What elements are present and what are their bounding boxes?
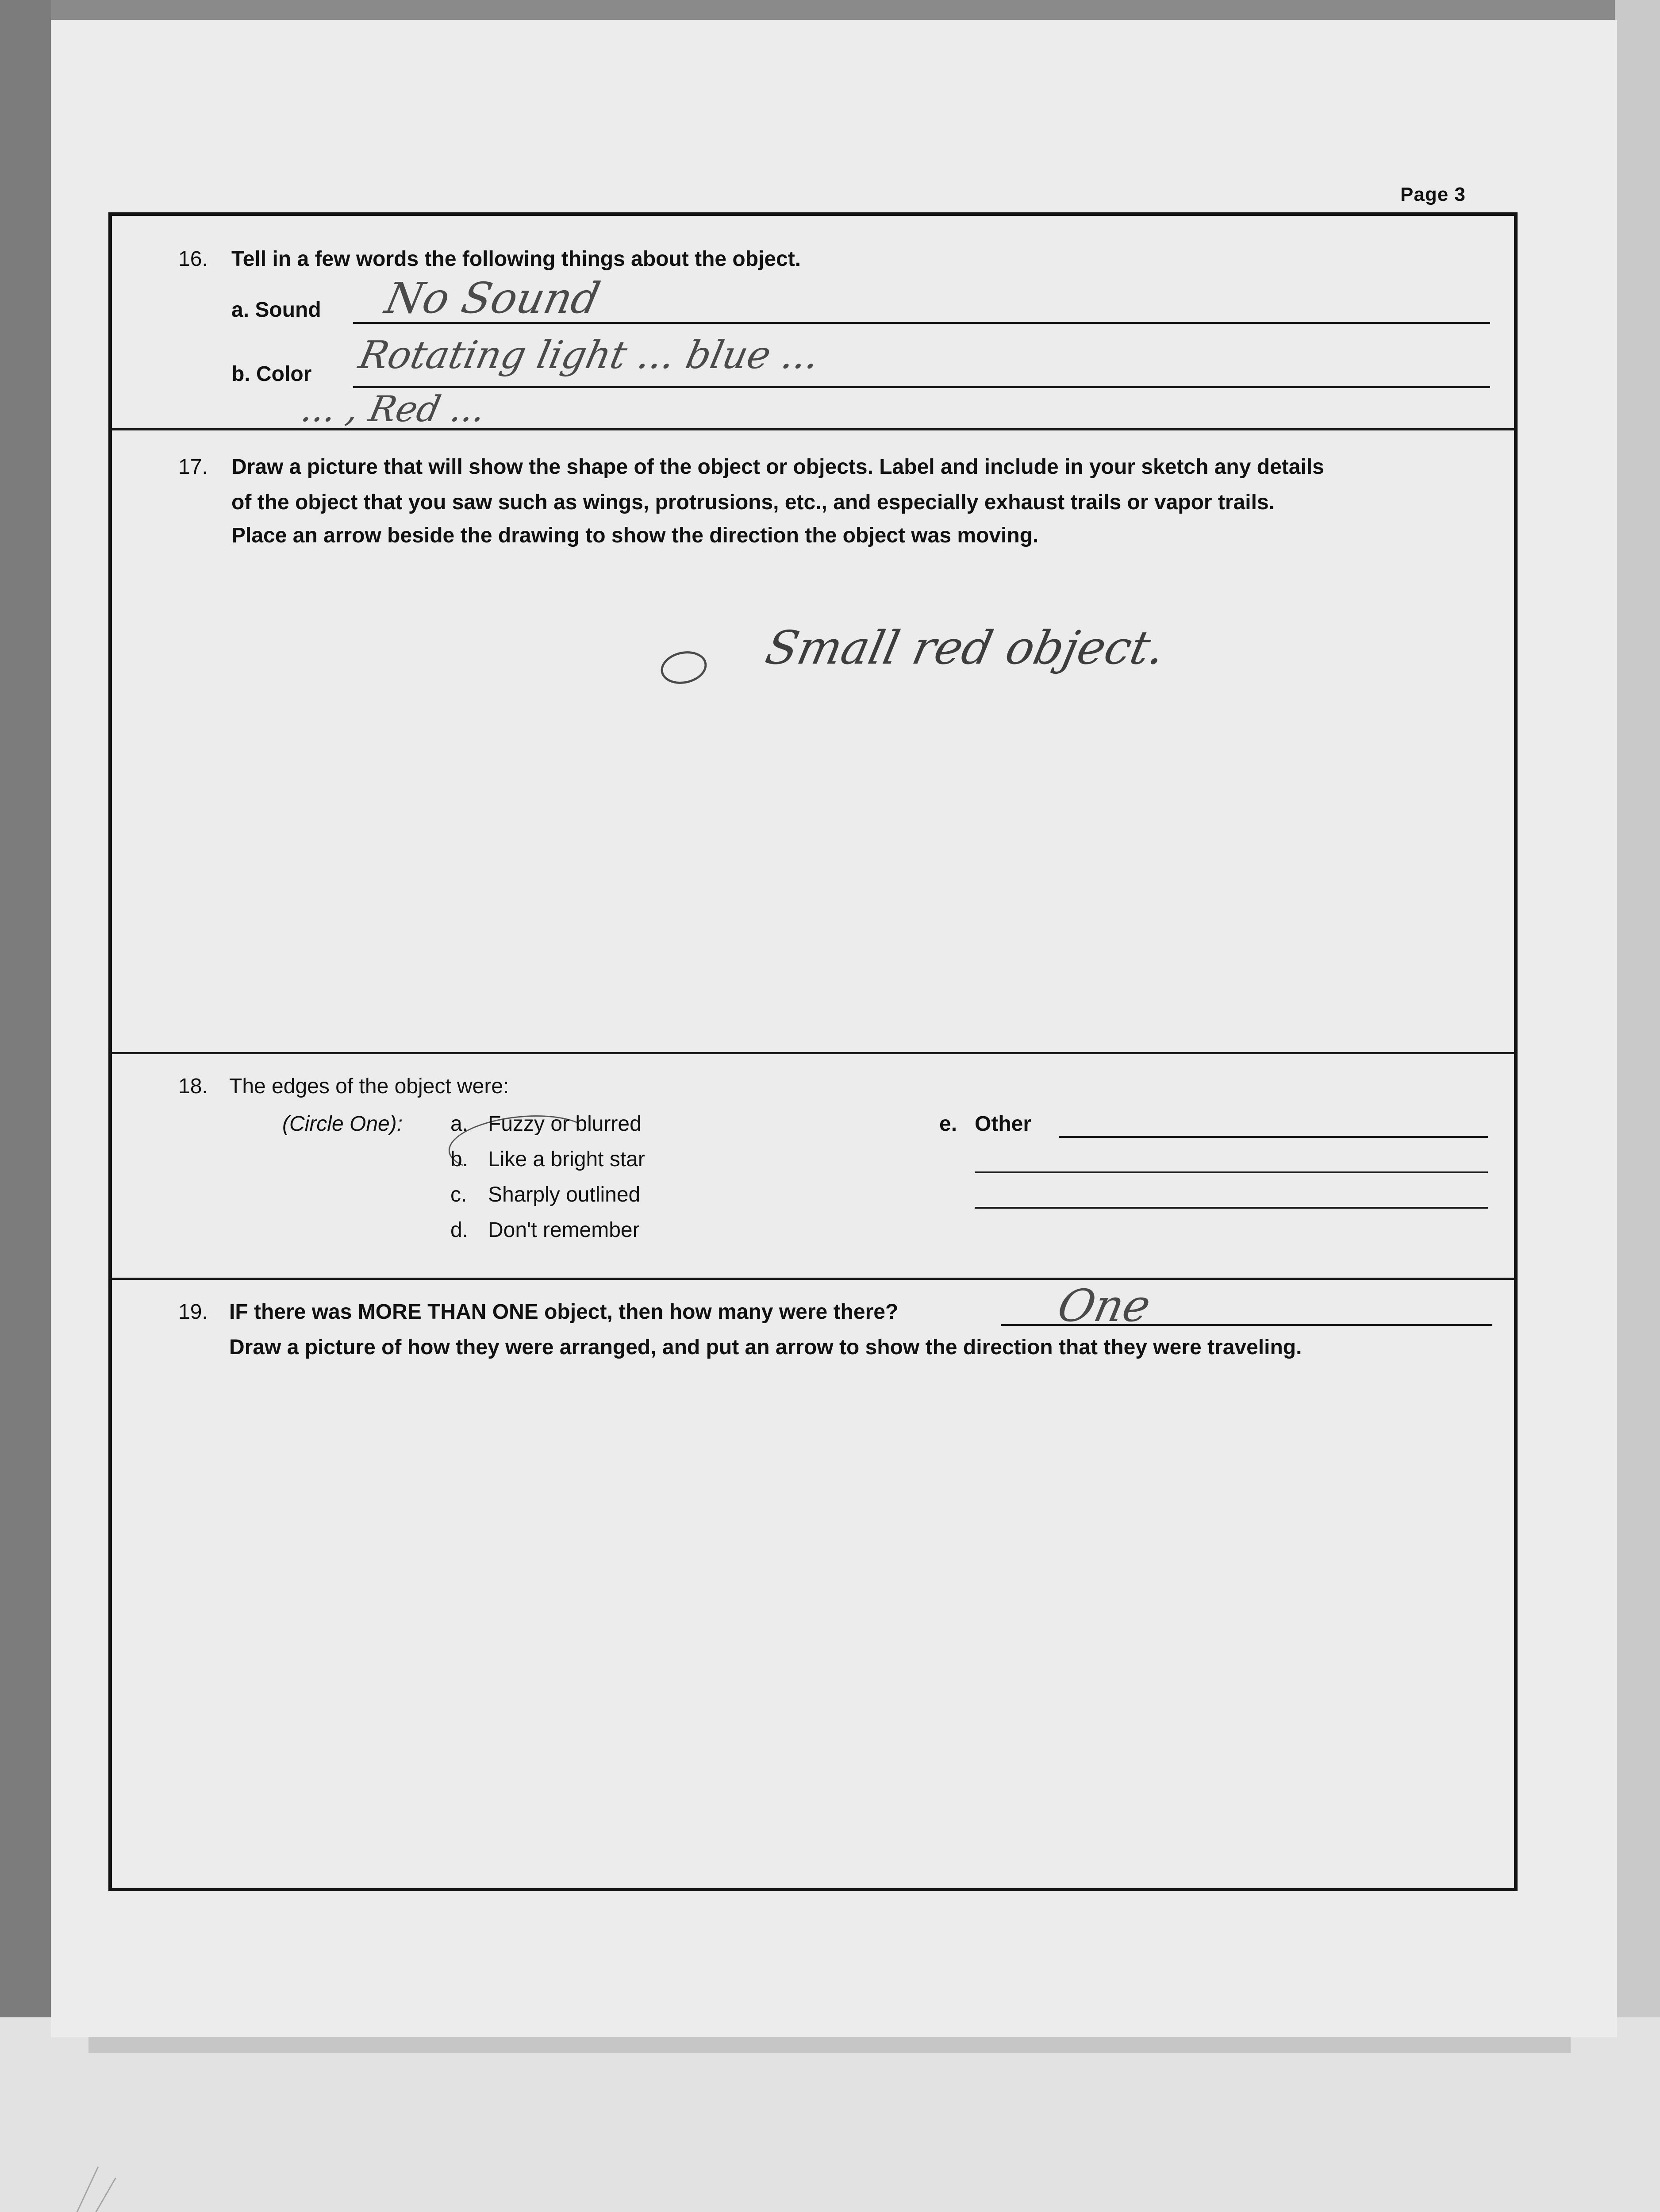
option-other: Other (975, 1112, 1032, 1136)
question-16-number: 16. (178, 247, 208, 271)
color-label: b. Color (231, 362, 312, 386)
color-answer-line (353, 386, 1490, 388)
question-19-number: 19. (178, 1300, 208, 1324)
option-dont-remember: Don't remember (488, 1218, 640, 1242)
question-16-prompt: Tell in a few words the following things about the object. (231, 247, 801, 271)
circle-one-instruction: (Circle One): (282, 1112, 403, 1136)
sound-label: a. Sound (231, 298, 321, 322)
color-answer-line-1: Rotating light ... blue ... (355, 333, 823, 377)
option-key: a. (450, 1112, 469, 1136)
option-key: d. (450, 1218, 469, 1242)
sketch-note: Small red object. (761, 621, 1170, 675)
other-line-1 (1059, 1136, 1488, 1138)
scan-border-left (0, 0, 51, 2017)
question-18-number: 18. (178, 1075, 208, 1098)
question-18-prompt: The edges of the object were: (229, 1075, 509, 1098)
option-fuzzy-or-blurred: Fuzzy or blurred (488, 1112, 642, 1136)
color-answer-line-2: ... , Red ... (298, 388, 489, 430)
question-19-section (112, 1278, 1514, 1888)
scan-border-right (1615, 0, 1660, 2017)
question-17-line-1: Draw a picture that will show the shape of the object or objects. Label and include in your sketch any details (231, 455, 1324, 479)
other-line-3 (975, 1207, 1488, 1209)
other-line-2 (975, 1171, 1488, 1173)
option-other-key: e. (939, 1112, 957, 1136)
question-17-line-3: Place an arrow beside the drawing to show the direction the object was moving. (231, 524, 1039, 547)
question-17-line-2: of the object that you saw such as wings, protrusions, etc., and especially exhaust trails or vapor trails. (231, 491, 1275, 514)
question-18-section (112, 1052, 1514, 1278)
option-like-a-bright-star: Like a bright star (488, 1148, 645, 1171)
count-answer: One (1053, 1280, 1156, 1332)
option-sharply-outlined: Sharply outlined (488, 1183, 641, 1206)
option-key: b. (450, 1148, 469, 1171)
questionnaire-form (108, 212, 1518, 1891)
option-key: c. (450, 1183, 467, 1206)
sound-answer: No Sound (381, 273, 604, 323)
question-17-section (112, 428, 1514, 1052)
question-17-number: 17. (178, 455, 208, 479)
question-19-prompt: IF there was MORE THAN ONE object, then how many were there? (229, 1300, 899, 1324)
question-16-section (112, 216, 1514, 428)
question-19-line-2: Draw a picture of how they were arranged, and put an arrow to show the direction that they were traveling. (229, 1336, 1302, 1359)
page-number: Page 3 (1400, 184, 1466, 205)
sketch-circle-mark (658, 647, 710, 688)
